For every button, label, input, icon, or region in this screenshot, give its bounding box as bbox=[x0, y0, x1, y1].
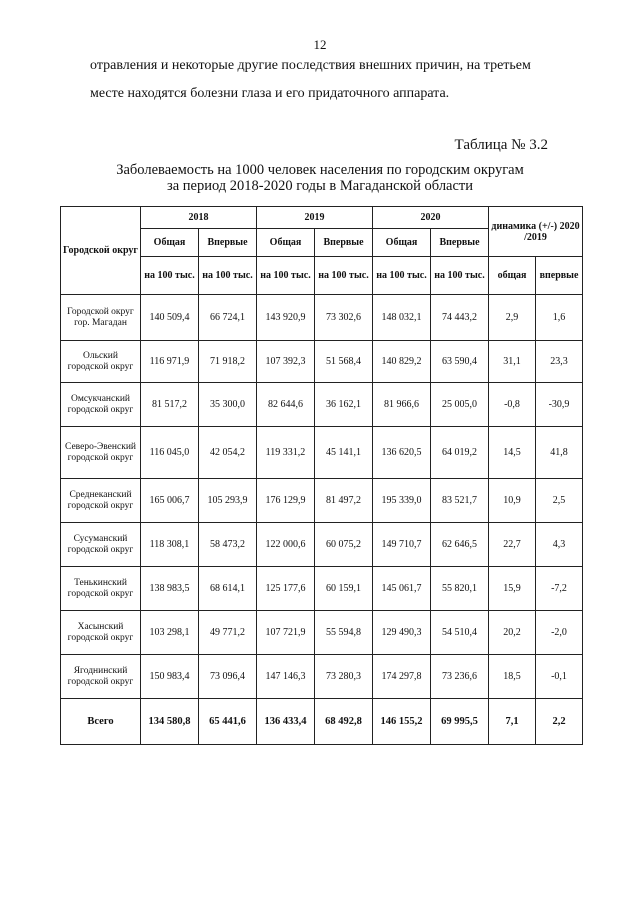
subheader-total: Общая bbox=[373, 229, 431, 257]
table-cell: -2,0 bbox=[536, 611, 583, 655]
total-cell: 65 441,6 bbox=[199, 699, 257, 745]
table-cell: 140 509,4 bbox=[141, 295, 199, 341]
district-name: Омсукчанский городской округ bbox=[61, 383, 141, 427]
table-cell: 119 331,2 bbox=[257, 427, 315, 479]
table-cell: 35 300,0 bbox=[199, 383, 257, 427]
caption-line-1: Заболеваемость на 1000 человек населения по городским округам bbox=[116, 162, 524, 178]
table-cell: 174 297,8 bbox=[373, 655, 431, 699]
table-cell: 31,1 bbox=[489, 341, 536, 383]
table-cell: 122 000,6 bbox=[257, 523, 315, 567]
unit-per-100k: на 100 тыс. bbox=[199, 257, 257, 295]
table-cell: 71 918,2 bbox=[199, 341, 257, 383]
table-cell: 176 129,9 bbox=[257, 479, 315, 523]
total-cell: 134 580,8 bbox=[141, 699, 199, 745]
total-cell: 68 492,8 bbox=[315, 699, 373, 745]
table-cell: 42 054,2 bbox=[199, 427, 257, 479]
total-cell: 146 155,2 bbox=[373, 699, 431, 745]
table-caption bbox=[90, 162, 550, 194]
district-name: Сусуманский городской округ bbox=[61, 523, 141, 567]
intro-line-1: отравления и некоторые другие последствия внешних причин, на третьем bbox=[90, 58, 531, 73]
table-cell: 81 517,2 bbox=[141, 383, 199, 427]
table-label: Таблица № 3.2 bbox=[454, 137, 548, 153]
district-name: Среднеканский городской округ bbox=[61, 479, 141, 523]
table-cell: 36 162,1 bbox=[315, 383, 373, 427]
unit-per-100k: на 100 тыс. bbox=[257, 257, 315, 295]
header-year-2018: 2018 bbox=[141, 207, 257, 229]
table-cell: 10,9 bbox=[489, 479, 536, 523]
total-label: Всего bbox=[61, 699, 141, 745]
table-cell: 81 966,6 bbox=[373, 383, 431, 427]
table-row bbox=[61, 295, 583, 341]
table-row bbox=[61, 523, 583, 567]
intro-paragraph bbox=[90, 52, 570, 108]
district-name: Северо-Эвенский городской округ bbox=[61, 427, 141, 479]
unit-per-100k: на 100 тыс. bbox=[431, 257, 489, 295]
table-cell: 22,7 bbox=[489, 523, 536, 567]
table-row bbox=[61, 479, 583, 523]
subheader-first: Впервые bbox=[199, 229, 257, 257]
table-cell: 73 280,3 bbox=[315, 655, 373, 699]
table-cell: 41,8 bbox=[536, 427, 583, 479]
total-cell: 2,2 bbox=[536, 699, 583, 745]
dynamics-first-header: впервые bbox=[536, 257, 583, 295]
table-cell: 2,5 bbox=[536, 479, 583, 523]
table-cell: 51 568,4 bbox=[315, 341, 373, 383]
table-cell: 60 075,2 bbox=[315, 523, 373, 567]
table-cell: 145 061,7 bbox=[373, 567, 431, 611]
table-cell: 45 141,1 bbox=[315, 427, 373, 479]
table-cell: 60 159,1 bbox=[315, 567, 373, 611]
district-name: Хасынский городской округ bbox=[61, 611, 141, 655]
table-cell: 150 983,4 bbox=[141, 655, 199, 699]
table-cell: 4,3 bbox=[536, 523, 583, 567]
subheader-total: Общая bbox=[141, 229, 199, 257]
table-cell: 105 293,9 bbox=[199, 479, 257, 523]
table-cell: 49 771,2 bbox=[199, 611, 257, 655]
table-cell: -30,9 bbox=[536, 383, 583, 427]
total-row bbox=[61, 699, 583, 745]
table-cell: 125 177,6 bbox=[257, 567, 315, 611]
table-cell: 116 045,0 bbox=[141, 427, 199, 479]
table-cell: 81 497,2 bbox=[315, 479, 373, 523]
table-cell: 68 614,1 bbox=[199, 567, 257, 611]
table-cell: -7,2 bbox=[536, 567, 583, 611]
table-cell: 136 620,5 bbox=[373, 427, 431, 479]
intro-line-2: месте находятся болезни глаза и его придаточного аппарата. bbox=[90, 86, 450, 101]
table-cell: -0,8 bbox=[489, 383, 536, 427]
table-cell: 107 392,3 bbox=[257, 341, 315, 383]
caption-line-2: за период 2018-2020 годы в Магаданской области bbox=[166, 178, 474, 194]
table-row bbox=[61, 341, 583, 383]
table-cell: 138 983,5 bbox=[141, 567, 199, 611]
table-row bbox=[61, 427, 583, 479]
table-cell: 14,5 bbox=[489, 427, 536, 479]
total-cell: 136 433,4 bbox=[257, 699, 315, 745]
morbidity-table bbox=[60, 206, 583, 745]
table-cell: -0,1 bbox=[536, 655, 583, 699]
table-cell: 165 006,7 bbox=[141, 479, 199, 523]
header-year-2019: 2019 bbox=[257, 207, 373, 229]
table-row bbox=[61, 567, 583, 611]
table-cell: 129 490,3 bbox=[373, 611, 431, 655]
header-district: Городской округ bbox=[61, 207, 141, 295]
table-cell: 55 820,1 bbox=[431, 567, 489, 611]
table-row bbox=[61, 655, 583, 699]
table-cell: 63 590,4 bbox=[431, 341, 489, 383]
table-cell: 64 019,2 bbox=[431, 427, 489, 479]
table-cell: 2,9 bbox=[489, 295, 536, 341]
table-cell: 15,9 bbox=[489, 567, 536, 611]
table-cell: 66 724,1 bbox=[199, 295, 257, 341]
table-cell: 107 721,9 bbox=[257, 611, 315, 655]
district-name: Ягоднинский городской округ bbox=[61, 655, 141, 699]
page-number: 12 bbox=[313, 37, 327, 52]
table-row bbox=[61, 383, 583, 427]
table-cell: 147 146,3 bbox=[257, 655, 315, 699]
header-year-2020: 2020 bbox=[373, 207, 489, 229]
table-cell: 73 302,6 bbox=[315, 295, 373, 341]
table-cell: 82 644,6 bbox=[257, 383, 315, 427]
table-cell: 83 521,7 bbox=[431, 479, 489, 523]
subheader-total: Общая bbox=[257, 229, 315, 257]
district-name: Тенькинский городской округ bbox=[61, 567, 141, 611]
table-row bbox=[61, 611, 583, 655]
table-cell: 103 298,1 bbox=[141, 611, 199, 655]
subheader-first: Впервые bbox=[431, 229, 489, 257]
table-cell: 62 646,5 bbox=[431, 523, 489, 567]
table-cell: 25 005,0 bbox=[431, 383, 489, 427]
table-cell: 20,2 bbox=[489, 611, 536, 655]
table-cell: 74 443,2 bbox=[431, 295, 489, 341]
table-cell: 116 971,9 bbox=[141, 341, 199, 383]
table-cell: 118 308,1 bbox=[141, 523, 199, 567]
dynamics-total-header: общая bbox=[489, 257, 536, 295]
table-cell: 73 096,4 bbox=[199, 655, 257, 699]
table-cell: 1,6 bbox=[536, 295, 583, 341]
total-cell: 69 995,5 bbox=[431, 699, 489, 745]
unit-per-100k: на 100 тыс. bbox=[373, 257, 431, 295]
table-cell: 149 710,7 bbox=[373, 523, 431, 567]
header-dynamics: динамика (+/-) 2020 /2019 bbox=[489, 207, 583, 257]
table-cell: 55 594,8 bbox=[315, 611, 373, 655]
table-cell: 195 339,0 bbox=[373, 479, 431, 523]
district-name: Ольский городской округ bbox=[61, 341, 141, 383]
unit-per-100k: на 100 тыс. bbox=[315, 257, 373, 295]
unit-per-100k: на 100 тыс. bbox=[141, 257, 199, 295]
table-cell: 140 829,2 bbox=[373, 341, 431, 383]
table-cell: 18,5 bbox=[489, 655, 536, 699]
total-cell: 7,1 bbox=[489, 699, 536, 745]
table-cell: 54 510,4 bbox=[431, 611, 489, 655]
district-name: Городской округ гор. Магадан bbox=[61, 295, 141, 341]
table-cell: 23,3 bbox=[536, 341, 583, 383]
table-cell: 58 473,2 bbox=[199, 523, 257, 567]
table-cell: 148 032,1 bbox=[373, 295, 431, 341]
table-cell: 73 236,6 bbox=[431, 655, 489, 699]
table-cell: 143 920,9 bbox=[257, 295, 315, 341]
subheader-first: Впервые bbox=[315, 229, 373, 257]
